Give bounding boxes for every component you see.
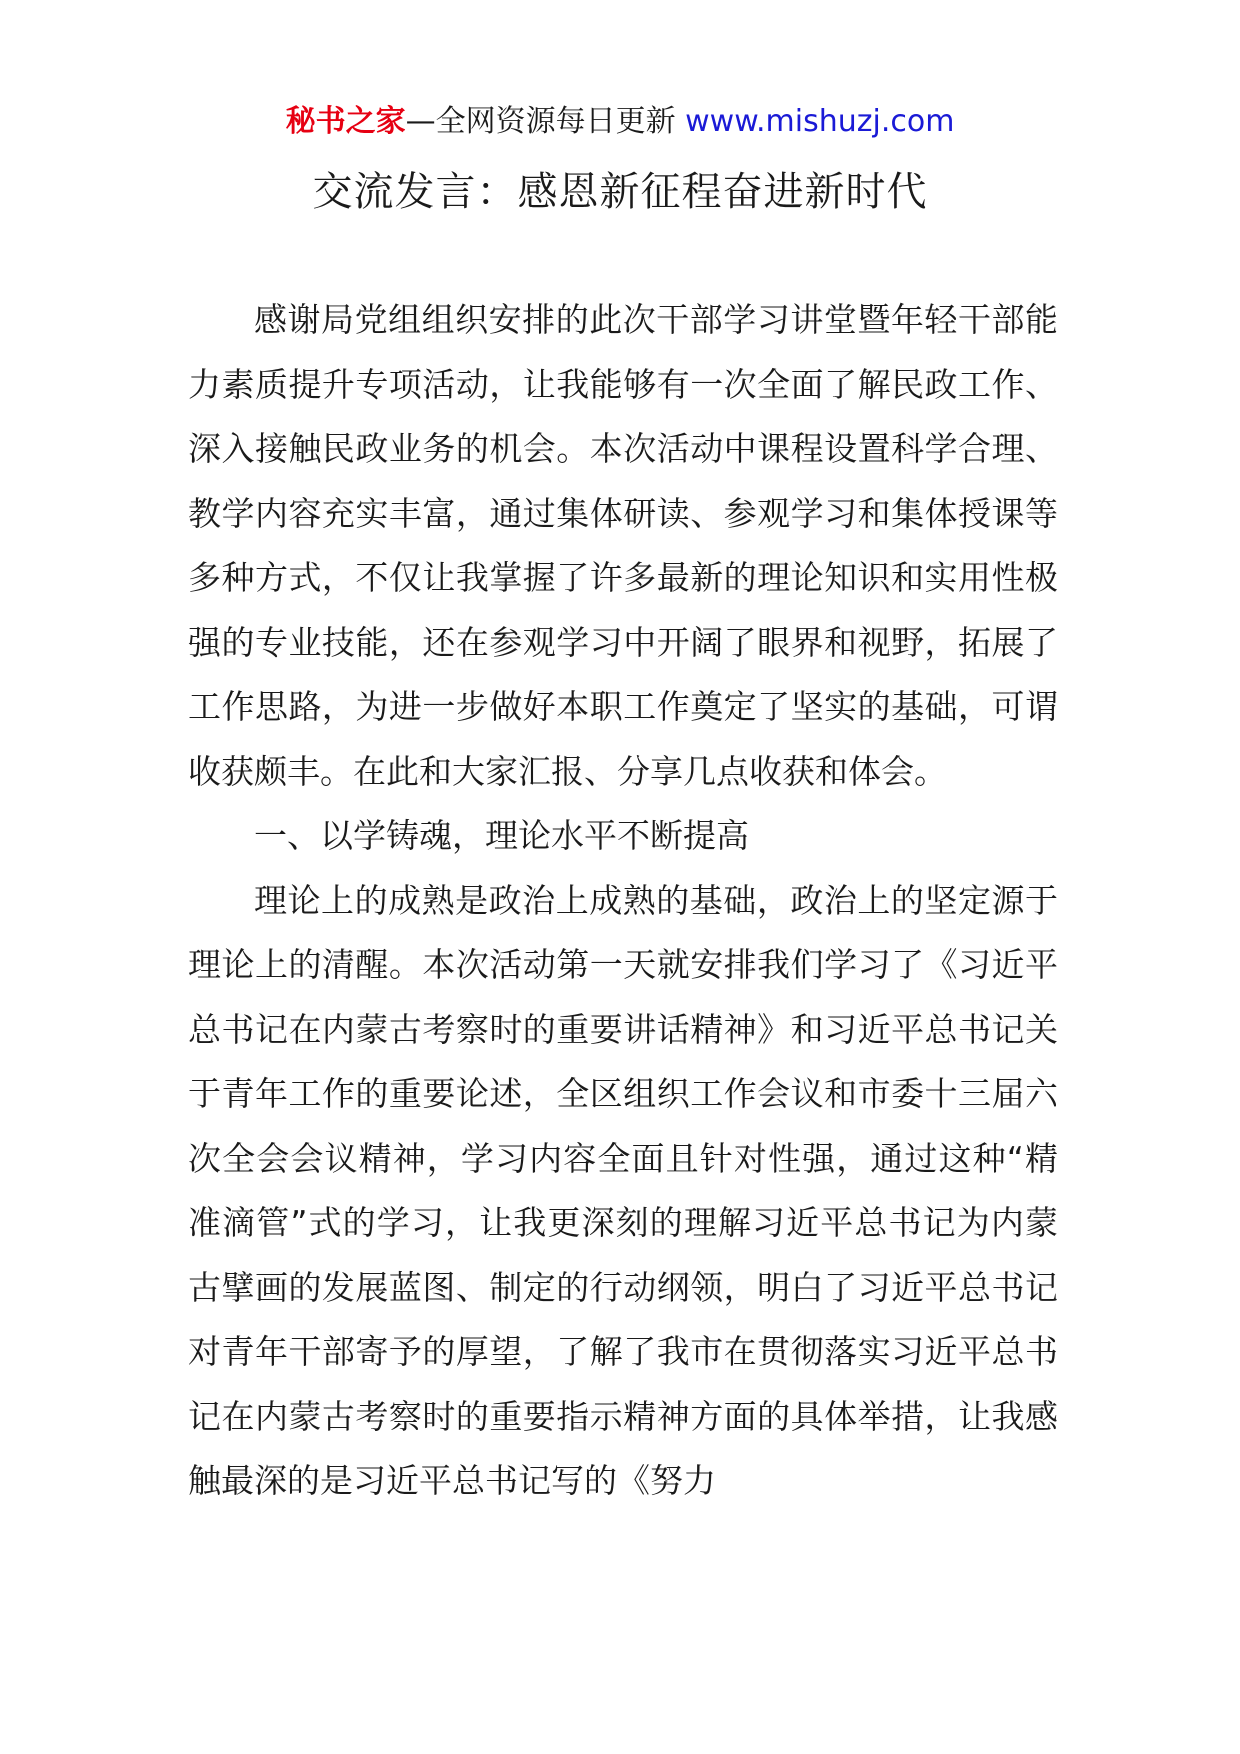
document-body xyxy=(188,288,1058,1514)
section-paragraph: 理论上的成熟是政治上成熟的基础，政治上的坚定源于理论上的清醒。本次活动第一天就安排我们学习了《习近平总书记在内蒙古考察时的重要讲话精神》和习近平总书记关于青年工作的重要论述，全区组织工作会议和市委十三届六次全会会议精神，学习内容全面且针对性强，通过这种“精准滴管”式的学习，让我更深刻的理解习近平总书记为内蒙古擘画的发展蓝图、制定的行动纲领，明白了习近平总书记对青年干部寄予的厚望，了解了我市在贯彻落实习近平总书记在内蒙古考察时的重要指示精神方面的具体举措，让我感触最深的是习近平总书记写的《努力 xyxy=(188,880,1058,1500)
site-url-link[interactable]: www.mishuzj.com xyxy=(685,104,955,139)
banner-tagline: —全网资源每日更新 xyxy=(405,104,686,139)
document-title: 交流发言：感恩新征程奋进新时代 xyxy=(312,169,928,215)
brand-name: 秘书之家 xyxy=(285,104,406,139)
section-heading: 一、以学铸魂，理论水平不断提高 xyxy=(254,816,749,855)
site-banner xyxy=(0,100,1240,144)
intro-paragraph: 感谢局党组组织安排的此次干部学习讲堂暨年轻干部能力素质提升专项活动，让我能够有一次全面了解民政工作、深入接触民政业务的机会。本次活动中课程设置科学合理、教学内容充实丰富，通过集体研读、参观学习和集体授课等多种方式，不仅让我掌握了许多最新的理论知识和实用性极强的专业技能，还在参观学习中开阔了眼界和视野，拓展了工作思路，为进一步做好本职工作奠定了坚实的基础，可谓收获颇丰。在此和大家汇报、分享几点收获和体会。 xyxy=(188,300,1058,791)
